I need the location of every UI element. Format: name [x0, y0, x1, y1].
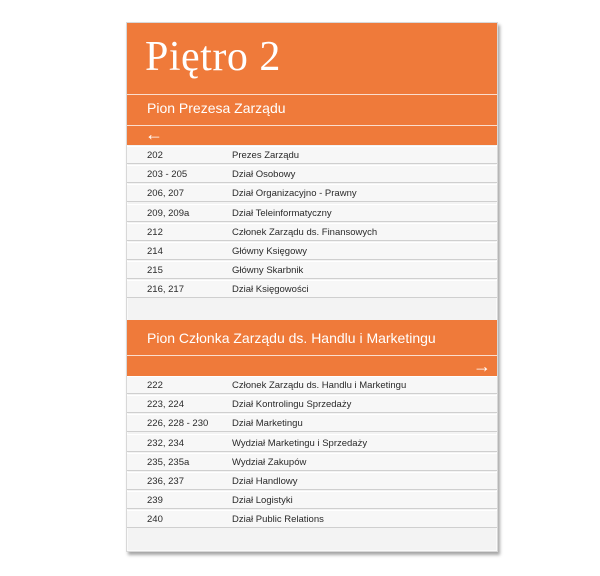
- room-number: 212: [147, 226, 163, 238]
- room-number: 223, 224: [147, 399, 184, 411]
- room-number: 216, 217: [147, 284, 184, 296]
- department-name: Dział Marketingu: [232, 418, 303, 430]
- floor-title: Piętro 2: [145, 34, 281, 80]
- directory-row: [127, 491, 497, 509]
- directory-row: [127, 146, 497, 164]
- department-name: Dział Osobowy: [232, 169, 296, 181]
- department-name: Dział Kontrolingu Sprzedaży: [232, 399, 352, 411]
- room-number: 209, 209a: [147, 207, 190, 219]
- department-name: Wydział Marketingu i Sprzedaży: [232, 437, 368, 449]
- department-name: Dział Public Relations: [232, 514, 324, 526]
- section-title-1: Pion Prezesa Zarządu: [147, 100, 286, 116]
- room-number: 232, 234: [147, 437, 184, 449]
- room-number: 203 - 205: [147, 169, 188, 181]
- department-name: Członek Zarządu ds. Finansowych: [232, 226, 378, 238]
- room-number: 222: [147, 380, 163, 391]
- department-name: Prezes Zarządu: [232, 150, 300, 161]
- room-number: 240: [147, 514, 163, 526]
- department-name: Wydział Zakupów: [232, 456, 307, 468]
- directory-row: [127, 472, 497, 490]
- arrow-right-icon: →: [473, 356, 491, 376]
- directory-row: [127, 510, 497, 528]
- directory-row: [127, 434, 497, 452]
- department-name: Dział Handlowy: [232, 476, 298, 487]
- section-divider-1: [127, 125, 497, 126]
- directory-row: [127, 376, 497, 394]
- directory-row: [127, 165, 497, 183]
- directory-row: [127, 242, 497, 260]
- floor-directory-sign: [126, 22, 498, 552]
- sign-header: [127, 23, 497, 144]
- department-name: Dział Organizacyjno - Prawny: [232, 188, 357, 200]
- room-number: 226, 228 - 230: [147, 418, 209, 430]
- directory-row: [127, 280, 497, 298]
- directory-row: [127, 395, 497, 413]
- directory-row: [127, 261, 497, 279]
- section-title-2: Pion Członka Zarządu ds. Handlu i Marketingu: [147, 330, 436, 346]
- room-number: 214: [147, 246, 163, 257]
- directory-row: [127, 414, 497, 432]
- arrow-band-1: [127, 124, 497, 145]
- arrow-left-icon: ←: [145, 124, 163, 144]
- directory-row: [127, 223, 497, 241]
- department-name: Dział Logistyki: [232, 495, 293, 507]
- room-number: 236, 237: [147, 476, 184, 487]
- section-header-2: [127, 320, 497, 376]
- room-number: 235, 235a: [147, 456, 190, 468]
- room-number: 202: [147, 150, 163, 161]
- room-number: 206, 207: [147, 188, 184, 200]
- directory-row: [127, 204, 497, 222]
- department-name: Członek Zarządu ds. Handlu i Marketingu: [232, 380, 407, 391]
- department-name: Główny Księgowy: [232, 246, 307, 257]
- header-divider: [127, 94, 497, 95]
- department-name: Dział Księgowości: [232, 284, 309, 296]
- section-divider-2: [127, 355, 497, 356]
- room-number: 239: [147, 495, 163, 507]
- directory-row: [127, 184, 497, 202]
- department-name: Główny Skarbnik: [232, 265, 304, 277]
- room-number: 215: [147, 265, 163, 277]
- directory-row: [127, 453, 497, 471]
- department-name: Dział Teleinformatyczny: [232, 207, 332, 219]
